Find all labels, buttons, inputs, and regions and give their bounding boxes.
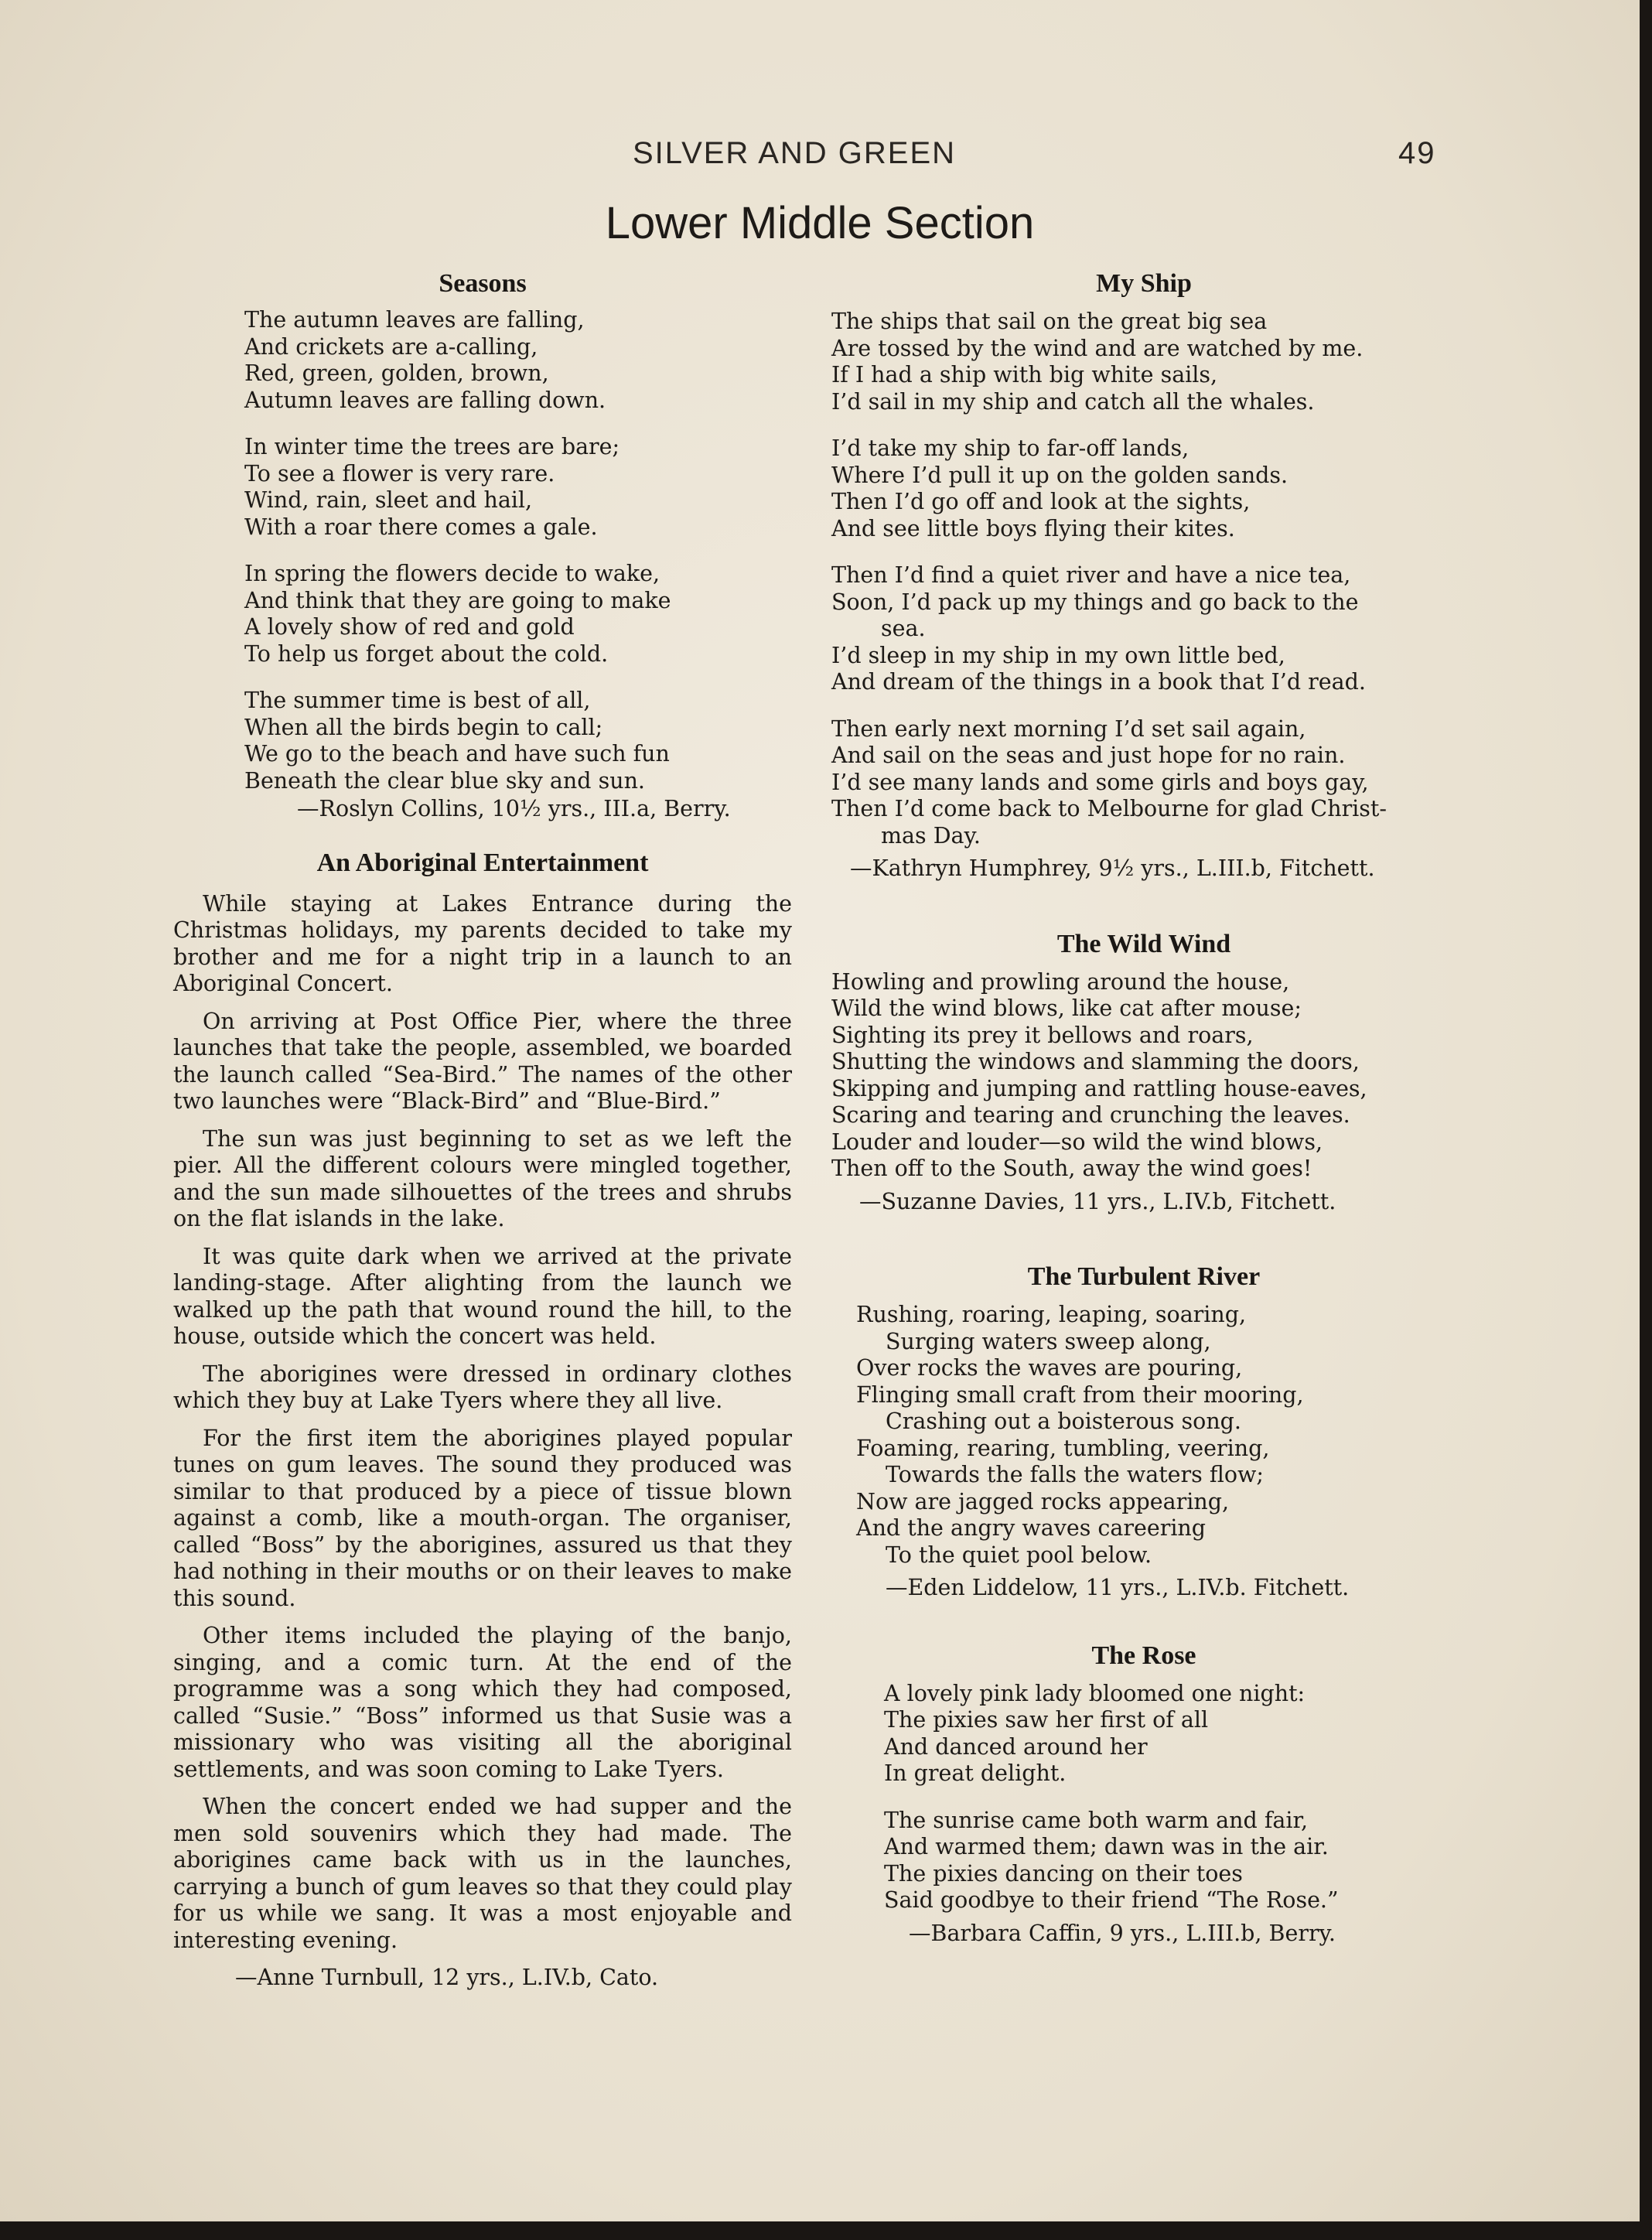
byline: —Eden Liddelow, 11 yrs., L.IV.b. Fitchett. xyxy=(886,1575,1350,1600)
poem-line: The summer time is best of all, xyxy=(244,688,591,713)
poem-line: mas Day. xyxy=(881,822,981,849)
poem-line: Shutting the windows and slamming the doors, xyxy=(831,1049,1360,1074)
poem-line: Said goodbye to their friend “The Rose.” xyxy=(884,1887,1339,1913)
stanza xyxy=(244,307,792,414)
poem-title: Seasons xyxy=(439,269,527,298)
poem-title: The Wild Wind xyxy=(1056,929,1231,958)
poem-line: Then early next morning I’d set sail again, xyxy=(831,715,1306,742)
poem-line: To the quiet pool below. xyxy=(886,1542,1152,1568)
poem-line: Wild the wind blows, like cat after mouse; xyxy=(831,995,1302,1021)
poem-line: Over rocks the waves are pouring, xyxy=(856,1355,1243,1381)
poem-line: And crickets are a-calling, xyxy=(244,333,538,360)
paragraph: The aborigines were dressed in ordinary clothes which they buy at Lake Tyers where they all live. xyxy=(173,1361,792,1413)
poem-line: Crashing out a boisterous song. xyxy=(886,1409,1241,1434)
poem-line: Scaring and tearing and crunching the leaves. xyxy=(831,1102,1350,1128)
poem-line: Towards the falls the waters flow; xyxy=(886,1462,1264,1487)
poem-line: Then I’d find a quiet river and have a nice tea, xyxy=(831,562,1351,588)
paragraph: For the first item the aborigines played popular tunes on gum leaves. The sound they produced was similar to that produced by a piece of tissue blown against a comb, like a mouth-organ. The organiser, called “Boss” by the aborigines, assured us that they had nothing in their mouths or on their leaves to make this sound. xyxy=(173,1425,792,1611)
poem-line: Flinging small craft from their mooring, xyxy=(856,1381,1304,1408)
poem-line: Rushing, roaring, leaping, soaring, xyxy=(856,1302,1247,1327)
poem-line: And the angry waves careering xyxy=(856,1515,1207,1541)
stanza xyxy=(884,1681,1456,1788)
byline: —Suzanne Davies, 11 yrs., L.IV.b, Fitchett. xyxy=(859,1188,1336,1214)
poem-line: Where I’d pull it up on the golden sands. xyxy=(831,462,1288,488)
poem-line: Red, green, golden, brown, xyxy=(244,360,549,386)
poem-line: I’d take my ship to far-off lands, xyxy=(831,435,1190,461)
poem-line: To help us forget about the cold. xyxy=(244,640,609,667)
poem-line: Beneath the clear blue sky and sun. xyxy=(244,767,645,794)
poem-line: And danced around her xyxy=(884,1733,1148,1760)
poem-line: Skipping and jumping and rattling house-eaves, xyxy=(831,1075,1367,1101)
poem-the-rose xyxy=(831,1639,1456,1948)
poem-seasons xyxy=(173,267,792,823)
poem-line: The sunrise came both warm and fair, xyxy=(884,1807,1309,1833)
poem-line: Sighting its prey it bellows and roars, xyxy=(831,1022,1254,1048)
left-column xyxy=(173,267,792,2015)
poem-line: Soon, I’d pack up my things and go back to the xyxy=(831,589,1359,615)
poem-line: sea. xyxy=(881,616,926,641)
poem-line: Now are jagged rocks appearing, xyxy=(856,1488,1230,1514)
poem-line: And dream of the things in a book that I’d read. xyxy=(831,669,1366,695)
paragraph: Other items included the playing of the banjo, singing, and a comic turn. At the end of the programme was a song which they had composed, called “Susie.” “Boss” informed us that Susie was a missionary who was visiting all the aboriginal settlements, and was soon coming to Lake Tyers. xyxy=(173,1623,792,1782)
stanza xyxy=(244,688,792,794)
poem-line: Autumn leaves are falling down. xyxy=(244,387,606,413)
running-title: SILVER AND GREEN xyxy=(633,136,957,170)
poem-line: A lovely pink lady bloomed one night: xyxy=(884,1680,1306,1706)
paragraph: When the concert ended we had supper and the men sold souvenirs which they had made. The aborigines came back with us in the launches, carrying a bunch of gum leaves so that they could play for us while we sang. It was a most enjoyable and interesting evening. xyxy=(173,1794,792,1953)
poem-line: If I had a ship with big white sails, xyxy=(831,362,1218,388)
paragraph: The sun was just beginning to set as we left the pier. All the different colours were mingled together, and the sun made silhouettes of the trees and shrubs on the flat islands in the lake. xyxy=(173,1125,792,1231)
poem-title: My Ship xyxy=(1096,269,1192,298)
poem-line: A lovely show of red and gold xyxy=(244,614,575,640)
section-title: Lower Middle Section xyxy=(605,198,1035,248)
poem-line: Surging waters sweep along, xyxy=(886,1328,1211,1354)
poem-line: In great delight. xyxy=(884,1760,1067,1786)
poem-line: And think that they are going to make xyxy=(244,587,671,613)
poem-line: The autumn leaves are falling, xyxy=(244,307,585,333)
poem-line: Howling and prowling around the house, xyxy=(831,968,1290,995)
page-number: 49 xyxy=(1398,136,1436,170)
poem-line: And sail on the seas and just hope for no rain. xyxy=(831,743,1346,768)
poem-turbulent-river xyxy=(831,1260,1456,1602)
poem-line: I’d see many lands and some girls and boys gay, xyxy=(831,769,1369,795)
stanza xyxy=(831,1302,1456,1569)
poem-wild-wind xyxy=(831,927,1456,1216)
poem-line: I’d sail in my ship and catch all the whales. xyxy=(831,388,1315,415)
poem-line: Louder and louder—so wild the wind blows, xyxy=(831,1129,1323,1155)
stanza xyxy=(831,435,1456,542)
story-aboriginal-entertainment xyxy=(173,846,792,1992)
poem-line: To see a flower is very rare. xyxy=(244,460,555,487)
poem-line: Then off to the South, away the wind goes! xyxy=(831,1156,1312,1181)
poem-line: We go to the beach and have such fun xyxy=(244,741,670,767)
poem-line: Foaming, rearing, tumbling, veering, xyxy=(856,1435,1270,1461)
poem-line: And see little boys flying their kites. xyxy=(831,515,1235,541)
byline: —Roslyn Collins, 10½ yrs., III.a, Berry. xyxy=(297,796,731,821)
paragraph: It was quite dark when we arrived at the private landing-stage. After alighting from the launch we walked up the path that wound round the hill, to the house, outside which the concert was held. xyxy=(173,1243,792,1349)
poem-my-ship xyxy=(831,267,1456,883)
paragraph: On arriving at Post Office Pier, where the three launches that take the people, assembled, we boarded the launch called “Sea-Bird.” The names of the other two launches were “Black-Bird” and “Blue-Bird.” xyxy=(173,1008,792,1114)
byline: —Anne Turnbull, 12 yrs., L.IV.b, Cato. xyxy=(235,1965,659,1990)
story-title: An Aboriginal Entertainment xyxy=(316,848,649,877)
poem-line: Then I’d go off and look at the sights, xyxy=(831,489,1251,514)
right-column xyxy=(831,267,1456,1970)
poem-line: Are tossed by the wind and are watched by me. xyxy=(831,335,1364,361)
poem-line: The pixies dancing on their toes xyxy=(884,1860,1243,1887)
poem-line: And warmed them; dawn was in the air. xyxy=(884,1834,1329,1859)
poem-line: I’d sleep in my ship in my own little bed, xyxy=(831,642,1285,668)
poem-title: The Rose xyxy=(1091,1641,1196,1670)
poem-line: When all the birds begin to call; xyxy=(244,714,603,740)
stanza xyxy=(831,562,1456,696)
poem-line: In winter time the trees are bare; xyxy=(244,434,620,459)
stanza xyxy=(831,716,1456,850)
paragraph: While staying at Lakes Entrance during the Christmas holidays, my parents decided to take my brother and me for a night trip in a launch to an Aboriginal Concert. xyxy=(173,890,792,996)
stanza xyxy=(244,434,792,541)
poem-line: The ships that sail on the great big sea xyxy=(831,309,1268,334)
poem-line: The pixies saw her first of all xyxy=(884,1707,1209,1733)
byline: —Barbara Caffin, 9 yrs., L.III.b, Berry. xyxy=(909,1920,1336,1946)
poem-line: With a roar there comes a gale. xyxy=(244,514,598,540)
poem-title: The Turbulent River xyxy=(1027,1262,1261,1291)
byline: —Kathryn Humphrey, 9½ yrs., L.III.b, Fitchett. xyxy=(850,855,1375,881)
poem-line: Wind, rain, sleet and hail, xyxy=(244,487,533,513)
stanza xyxy=(831,309,1456,415)
poem-line: Then I’d come back to Melbourne for glad Christ- xyxy=(831,796,1387,821)
poem-line: In spring the flowers decide to wake, xyxy=(244,561,660,586)
stanza xyxy=(884,1808,1456,1914)
stanza xyxy=(244,561,792,668)
stanza xyxy=(831,969,1456,1183)
